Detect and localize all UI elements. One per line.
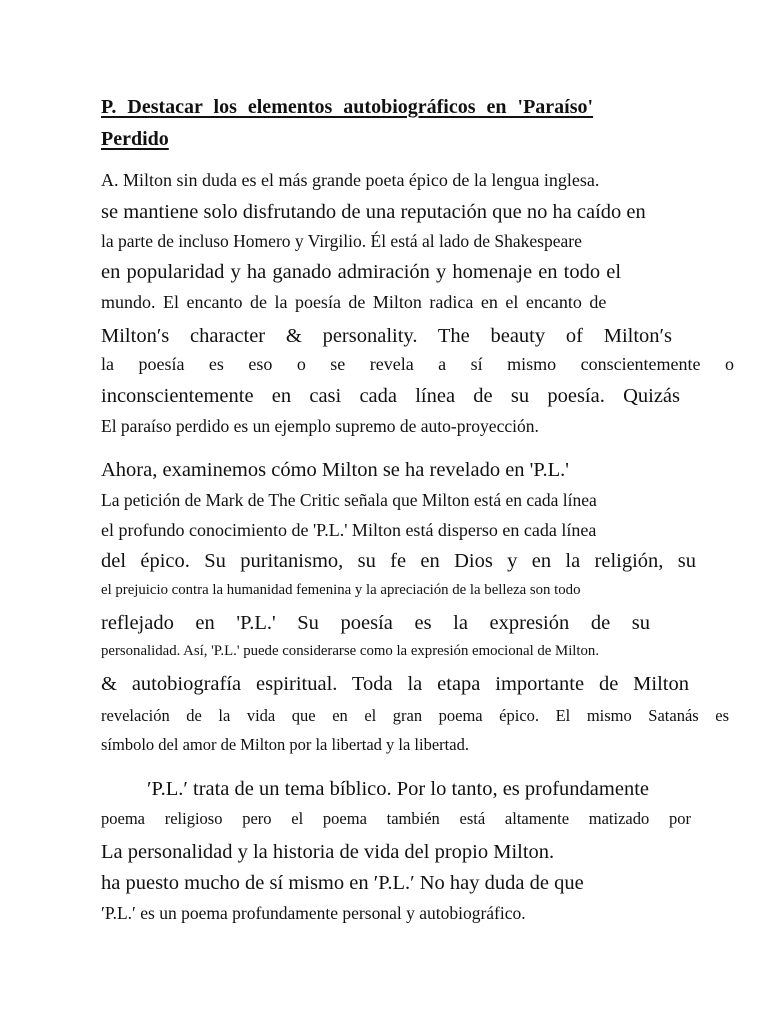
text-line-8: inconscientemente en casi cada línea de su poesía. Quizás xyxy=(101,385,680,407)
text-line-12: el profundo conocimiento de 'P.L.' Milton está disperso en cada línea xyxy=(101,520,597,540)
text-line-24: ′P.L.′ es un poema profundamente personal y autobiográfico. xyxy=(101,903,526,923)
text-line-18: revelación de la vida que en el gran poema épico. El mismo Satanás es xyxy=(101,706,729,725)
text-line-5: mundo. El encanto de la poesía de Milton radica en el encanto de xyxy=(101,292,607,312)
text-line-6: Milton′s character & personality. The beauty of Milton′s xyxy=(101,325,672,347)
text-line-14: el prejuicio contra la humanidad femenina y la apreciación de la belleza son todo xyxy=(101,582,581,598)
text-line-22: La personalidad y la historia de vida del propio Milton. xyxy=(101,841,555,863)
text-line-17: & autobiografía espiritual. Toda la etapa importante de Milton xyxy=(101,673,689,695)
text-line-21: poema religioso pero el poema también está altamente matizado por xyxy=(101,809,691,828)
text-line-4: en popularidad y ha ganado admiración y homenaje en todo el xyxy=(101,261,622,283)
text-line-7: la poesía es eso o se revela a sí mismo conscientemente o xyxy=(101,354,734,374)
text-line-23: ha puesto mucho de sí mismo en ′P.L.′ No hay duda de que xyxy=(101,872,584,894)
text-line-20: ′P.L.′ trata de un tema bíblico. Por lo tanto, es profundamente xyxy=(147,778,649,800)
text-line-13: del épico. Su puritanismo, su fe en Dios y en la religión, su xyxy=(101,550,696,572)
text-line-1: A. Milton sin duda es el más grande poeta épico de la lengua inglesa. xyxy=(101,170,600,190)
document-title-line-1: P. Destacar los elementos autobiográficos en 'Paraíso' xyxy=(101,96,594,118)
text-line-19: símbolo del amor de Milton por la libertad y la libertad. xyxy=(101,735,469,754)
document-title-line-2: Perdido xyxy=(101,128,169,150)
text-line-9: El paraíso perdido es un ejemplo supremo de auto-proyección. xyxy=(101,416,539,436)
text-line-15: reflejado en 'P.L.' Su poesía es la expresión de su xyxy=(101,612,650,634)
text-line-2: se mantiene solo disfrutando de una reputación que no ha caído en xyxy=(101,201,646,223)
text-line-3: la parte de incluso Homero y Virgilio. Él está al lado de Shakespeare xyxy=(101,231,582,251)
text-line-10: Ahora, examinemos cómo Milton se ha revelado en 'P.L.' xyxy=(101,459,569,481)
text-line-16: personalidad. Así, 'P.L.' puede considerarse como la expresión emocional de Milton. xyxy=(101,643,600,659)
text-line-11: La petición de Mark de The Critic señala que Milton está en cada línea xyxy=(101,490,597,510)
